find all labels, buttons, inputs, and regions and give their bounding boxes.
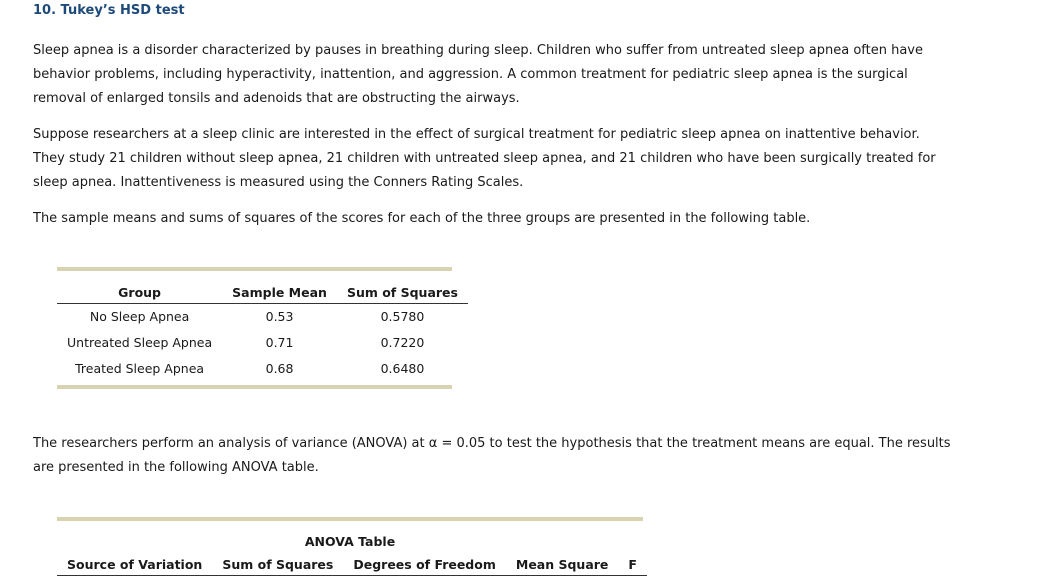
anova-header-ms: Mean Square — [506, 553, 619, 576]
stats-header-mean: Sample Mean — [222, 281, 337, 304]
anova-table — [57, 553, 647, 576]
paragraph-anova-intro: The researchers perform an analysis of variance (ANOVA) at α = 0.05 to test the hypothesis that the treatment means are equal. The results are presented in the following ANOVA table. — [33, 436, 951, 475]
group-cell: Untreated Sleep Apnea — [67, 334, 213, 350]
ss-cell: 0.7220 — [380, 334, 425, 350]
group-cell: Treated Sleep Apnea — [75, 360, 205, 376]
anova-header-df: Degrees of Freedom — [343, 553, 506, 576]
stats-table — [57, 281, 468, 381]
stats-table-bottom-rule — [57, 385, 452, 389]
ss-cell: 0.6480 — [380, 360, 425, 376]
anova-header-ss: Sum of Squares — [212, 553, 343, 576]
stats-table-container — [57, 267, 458, 389]
stats-header-group: Group — [57, 281, 222, 304]
stats-table-header-row — [57, 281, 468, 304]
paragraph-study: Suppose researchers at a sleep clinic are interested in the effect of surgical treatment for pediatric sleep apnea on inattentive behavior. They study 21 children without sleep apnea, 21 children with untreated sleep apnea, and 21 children who have been surgically treated for sleep apnea. Inattentiveness is measured using the Conners Rating Scales. — [33, 127, 936, 190]
anova-table-container — [57, 517, 643, 576]
stats-table-top-rule — [57, 267, 452, 271]
anova-header-source: Source of Variation — [57, 553, 212, 576]
paragraph-table-intro: The sample means and sums of squares of the scores for each of the three groups are presented in the following table. — [33, 211, 811, 226]
mean-cell: 0.71 — [265, 334, 294, 350]
section-title: 10. Tukey’s HSD test — [33, 3, 185, 18]
anova-table-header-row — [57, 553, 647, 576]
mean-cell: 0.53 — [265, 309, 294, 324]
table-row — [57, 329, 468, 355]
group-cell: No Sleep Apnea — [89, 309, 190, 324]
table-row — [57, 355, 468, 381]
stats-header-ss: Sum of Squares — [337, 281, 468, 304]
paragraph-intro: Sleep apnea is a disorder characterized by pauses in breathing during sleep. Children who suffer from untreated sleep apnea often have behavior problems, including hyperactivity, inattention, and aggression. A common treatment for pediatric sleep apnea is the surgical removal of enlarged tonsils and adenoids that are obstructing the airways. — [33, 43, 923, 106]
anova-header-f: F — [618, 553, 647, 576]
anova-table-top-rule — [57, 517, 643, 521]
mean-cell: 0.68 — [265, 360, 294, 376]
ss-cell: 0.5780 — [380, 309, 425, 324]
anova-table-caption: ANOVA Table — [304, 534, 396, 549]
table-row — [57, 304, 468, 330]
